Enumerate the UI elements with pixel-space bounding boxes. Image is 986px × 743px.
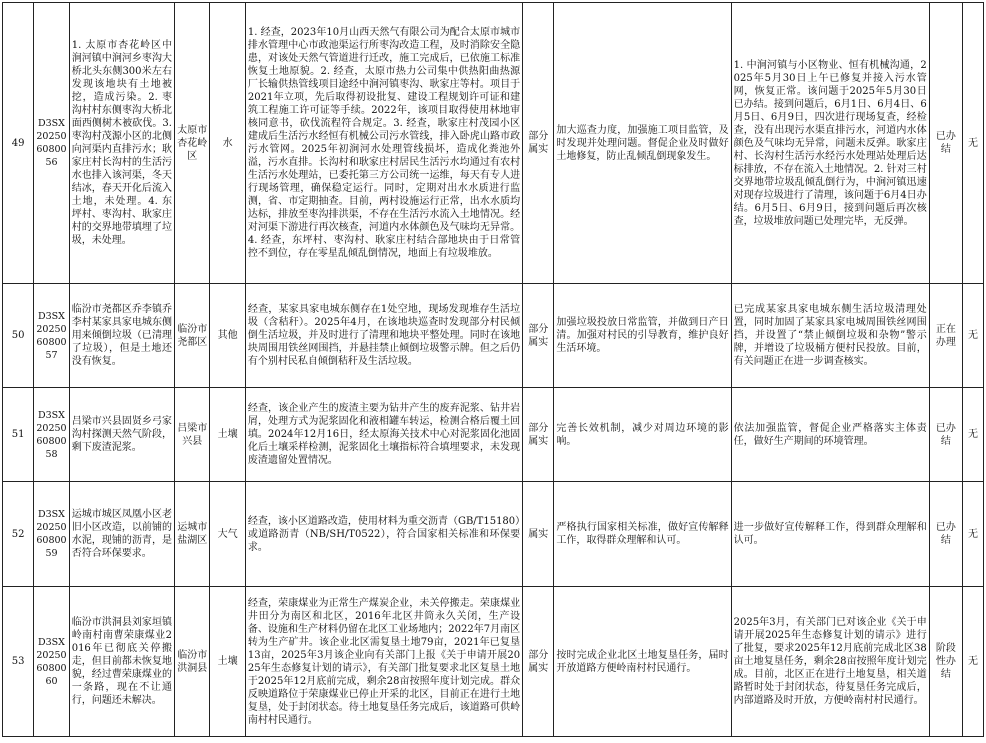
result-status: 正在办理 [929, 284, 962, 388]
measure-text: 严格执行国家相关标准，做好宣传解释工作，取得群众理解和认可。 [554, 482, 731, 587]
table-row [3, 482, 984, 587]
finding-text: 1. 经查，2023年10月山西天然气有限公司为配合太原市城市排水管理中心市政池渠运行所枣沟改造工程，及时消除安全隐患，对该处天然气管道进行迁改，施工完成后，已依施工标准恢复土地原貌。2. 经查，太原市热力公司集中供热阳曲热源厂长输供热管线项目途经中涧河镇枣沟、耿家庄等村。项目于2021年立项，先后取得初设批复、建设工程规划许可证和建筑工程施工许可证等手续。2022年，该项目取得使用林地审核同意书，砍伐流程符合规定。3. 经查，耿家庄村茂园小区建成后生活污水经恒有机械公司污水管线，排入卧虎山路市政污水管网。2025年初涧河水处理管线损坏，造成化粪池外溢，污水直排。长沟村和耿家庄村居民生活污水均通过有农村生活污水处理站，已委托第三方公司统一运维，每天有专人进行现场管理，确保稳定运行。同时，定期对出水水质进行监测，省、市定期抽查。目前，两村设施运行正常，出水水质均达标，排放至枣沟排洪渠，不存在生活污水流入土地情况。经对河渠下游进行再次核查，河道内水体颜色及气味均无异常。4. 经查，东坪村、枣沟村、耿家庄村结合部地块由于日常管控不到位，存在零星乱倾乱倒情况，地面上有垃圾堆放。 [245, 3, 522, 284]
pollution-type: 土壤 [210, 388, 245, 482]
table-row [3, 388, 984, 482]
progress-text: 依法加强监管，督促企业严格落实主体责任，做好生产期间的环境管理。 [731, 388, 929, 482]
accountability-cell: 无 [963, 587, 984, 737]
case-table [2, 2, 984, 737]
row-number: 50 [3, 284, 34, 388]
case-code: D3SX2025060800 57 [34, 284, 69, 388]
issue-text: 1. 太原市杏花岭区中涧河镇中涧河乡枣沟大桥北头东侧300米左右发现该地块有土地被挖，造成污染。2. 枣沟村村东侧枣沟大桥北面西侧树木被砍伐。3. 枣沟村茂源小区的北侧向河渠内直排污水；耿家庄村长沟村的生活污水也排入该河渠，冬天结冰，春天开化后流入土地，未处理。4. 东坪村、枣沟村、耿家庄村的交界地带填埋了垃圾，未处理。 [69, 3, 174, 284]
result-status: 已办结 [929, 3, 962, 284]
accountability-cell: 无 [963, 284, 984, 388]
finding-text: 经查，荣康煤业为正常生产煤炭企业，未关停搬走。荣康煤业井田分为南区和北区，2016年北区井筒永久关闭，生产设备、设施和生产材料仍留在北区工业场地内；2022年7月南区转为生产矿井。该企业北区需复垦土地79亩，2021年已复垦13亩，2025年3月该企业向有关部门上报《关于申请开展2025年生态修复计划的请示》，有关部门批复要求北区复垦土地于2025年12月底前完成，剩余28亩按照年度计划完成。群众反映道路位于荣康煤业已停止开采的北区，目前正在进行土地复垦，处于封闭状态。待土地复垦任务完成后，该道路可供岭南村村民通行。 [245, 587, 522, 737]
finding-text: 经查，该小区道路改造，使用材料为重交沥青（GB/T15180）或道路沥青（NB/SH/T0522），符合国家相关标准和环保要求。 [245, 482, 522, 587]
pollution-type: 水 [210, 3, 245, 284]
area-cell: 太原市杏花岭区 [174, 3, 209, 284]
accountability-cell: 无 [963, 3, 984, 284]
finding-text: 经查，该企业产生的废渣主要为钻井产生的废弃泥浆、钻井岩屑，处理方式为泥浆固化和液相罐车转运，检测合格后覆土回填。2024年12月16日，经太原海关技术中心对泥浆固化池固化后土壤采样检测，泥浆固化土壤指标符合填埋要求，未发现废渣遗留处置情况。 [245, 388, 522, 482]
table-row [3, 587, 984, 737]
progress-text: 进一步做好宣传解释工作，得到群众理解和认可。 [731, 482, 929, 587]
result-status: 已办结 [929, 482, 962, 587]
verification-status: 部分属实 [523, 587, 554, 737]
pollution-type: 其他 [210, 284, 245, 388]
table-row [3, 3, 984, 284]
case-code: D3SX2025060800 59 [34, 482, 69, 587]
case-code: D3SX2025060800 58 [34, 388, 69, 482]
pollution-type: 大气 [210, 482, 245, 587]
table-row [3, 284, 984, 388]
measure-text: 加强垃圾投放日常监管，并做到日产日清。加强对村民的引导教育，维护良好生活环境。 [554, 284, 731, 388]
measure-text: 加大巡查力度，加强施工项目监管，及时发现并处理问题。督促企业及时做好土地修复，防止乱倾乱倒现象发生。 [554, 3, 731, 284]
verification-status: 部分属实 [523, 3, 554, 284]
finding-text: 经查，某家具家电城东侧存在1处空地，现场发现堆存生活垃圾（含秸秆）。2025年4月，在该地块巡查时发现部分村民倾倒生活垃圾，并及时进行了清理和地块平整处理。同时在该地块周围用铁丝网围挡，并悬挂禁止倾倒垃圾警示牌。但之后仍有个别村民私自倾倒秸秆及生活垃圾。 [245, 284, 522, 388]
accountability-cell: 无 [963, 388, 984, 482]
issue-text: 临汾市洪洞县刘家垣镇岭南村南曹荣康煤业2016年已彻底关停搬走，但目前都未恢复地貌，经过曹荣康煤业的一条路，现在不让通行，问题还未解决。 [69, 587, 174, 737]
progress-text: 2025年3月，有关部门已对该企业《关于申请开展2025年生态修复计划的请示》进行了批复，要求2025年12月底前完成北区38亩土地复垦任务，剩余28亩按照年度计划完成。目前，北区正在进行土地复垦，相关道路暂时处于封闭状态，待复垦任务完成后，内部道路及时开放，方便岭南村村民通行。 [731, 587, 929, 737]
row-number: 52 [3, 482, 34, 587]
area-cell: 吕梁市兴县 [174, 388, 209, 482]
accountability-cell: 无 [963, 482, 984, 587]
result-status: 阶段性办结 [929, 587, 962, 737]
measure-text: 按时完成企业北区土地复垦任务，届时开放道路方便岭南村村民通行。 [554, 587, 731, 737]
issue-text: 运城市城区凤凰小区老旧小区改造，以前铺的水泥，现铺的沥青，是否符合环保要求。 [69, 482, 174, 587]
verification-status: 属实 [523, 482, 554, 587]
area-cell: 临汾市洪洞县 [174, 587, 209, 737]
area-cell: 运城市盐湖区 [174, 482, 209, 587]
measure-text: 完善长效机制，减少对周边环境的影响。 [554, 388, 731, 482]
pollution-type: 土壤 [210, 587, 245, 737]
row-number: 53 [3, 587, 34, 737]
progress-text: 已完成某家具家电城东侧生活垃圾清理处置，同时加固了某家具家电城周围铁丝网围挡，并设置了“禁止倾倒垃圾和杂物”警示牌，并增设了垃圾桶方便村民投放。目前，有关问题正在进一步调查核实。 [731, 284, 929, 388]
case-code: D3SX2025060800 56 [34, 3, 69, 284]
verification-status: 部分属实 [523, 284, 554, 388]
issue-text: 吕梁市兴县固贤乡弓家沟村探测天然气阶段，剩下废渣泥浆。 [69, 388, 174, 482]
area-cell: 临汾市尧都区 [174, 284, 209, 388]
result-status: 已办结 [929, 388, 962, 482]
case-code: D3SX2025060800 60 [34, 587, 69, 737]
progress-text: 1. 中涧河镇与小区物业、恒有机械沟通，2025年5月30日上午已修复并接入污水管网，恢复正常。该问题于2025年5月30日已办结。接到问题后，6月1日、6月4日、6月5日、6月9日，四次进行现场复查，经检查，没有出现污水渠直排污水，河道内水体颜色及气味均无异常，问题未反弹。耿家庄村、长沟村生活污水经污水处理站处理后达标排放，不存在流入土地情况。2. 针对三村交界地带垃圾乱倾乱倒行为，中涧河镇迅速对现存垃圾进行了清理，该问题于6月4日办结。6月5日、6月9日，接到问题后再次核查，垃圾堆放问题已处理完毕，无反弹。 [731, 3, 929, 284]
issue-text: 临汾市尧都区乔李镇乔李村某家具家电城东侧用来倾倒垃圾（已清理了垃圾），但是土地还没有恢复。 [69, 284, 174, 388]
row-number: 51 [3, 388, 34, 482]
verification-status: 部分属实 [523, 388, 554, 482]
row-number: 49 [3, 3, 34, 284]
